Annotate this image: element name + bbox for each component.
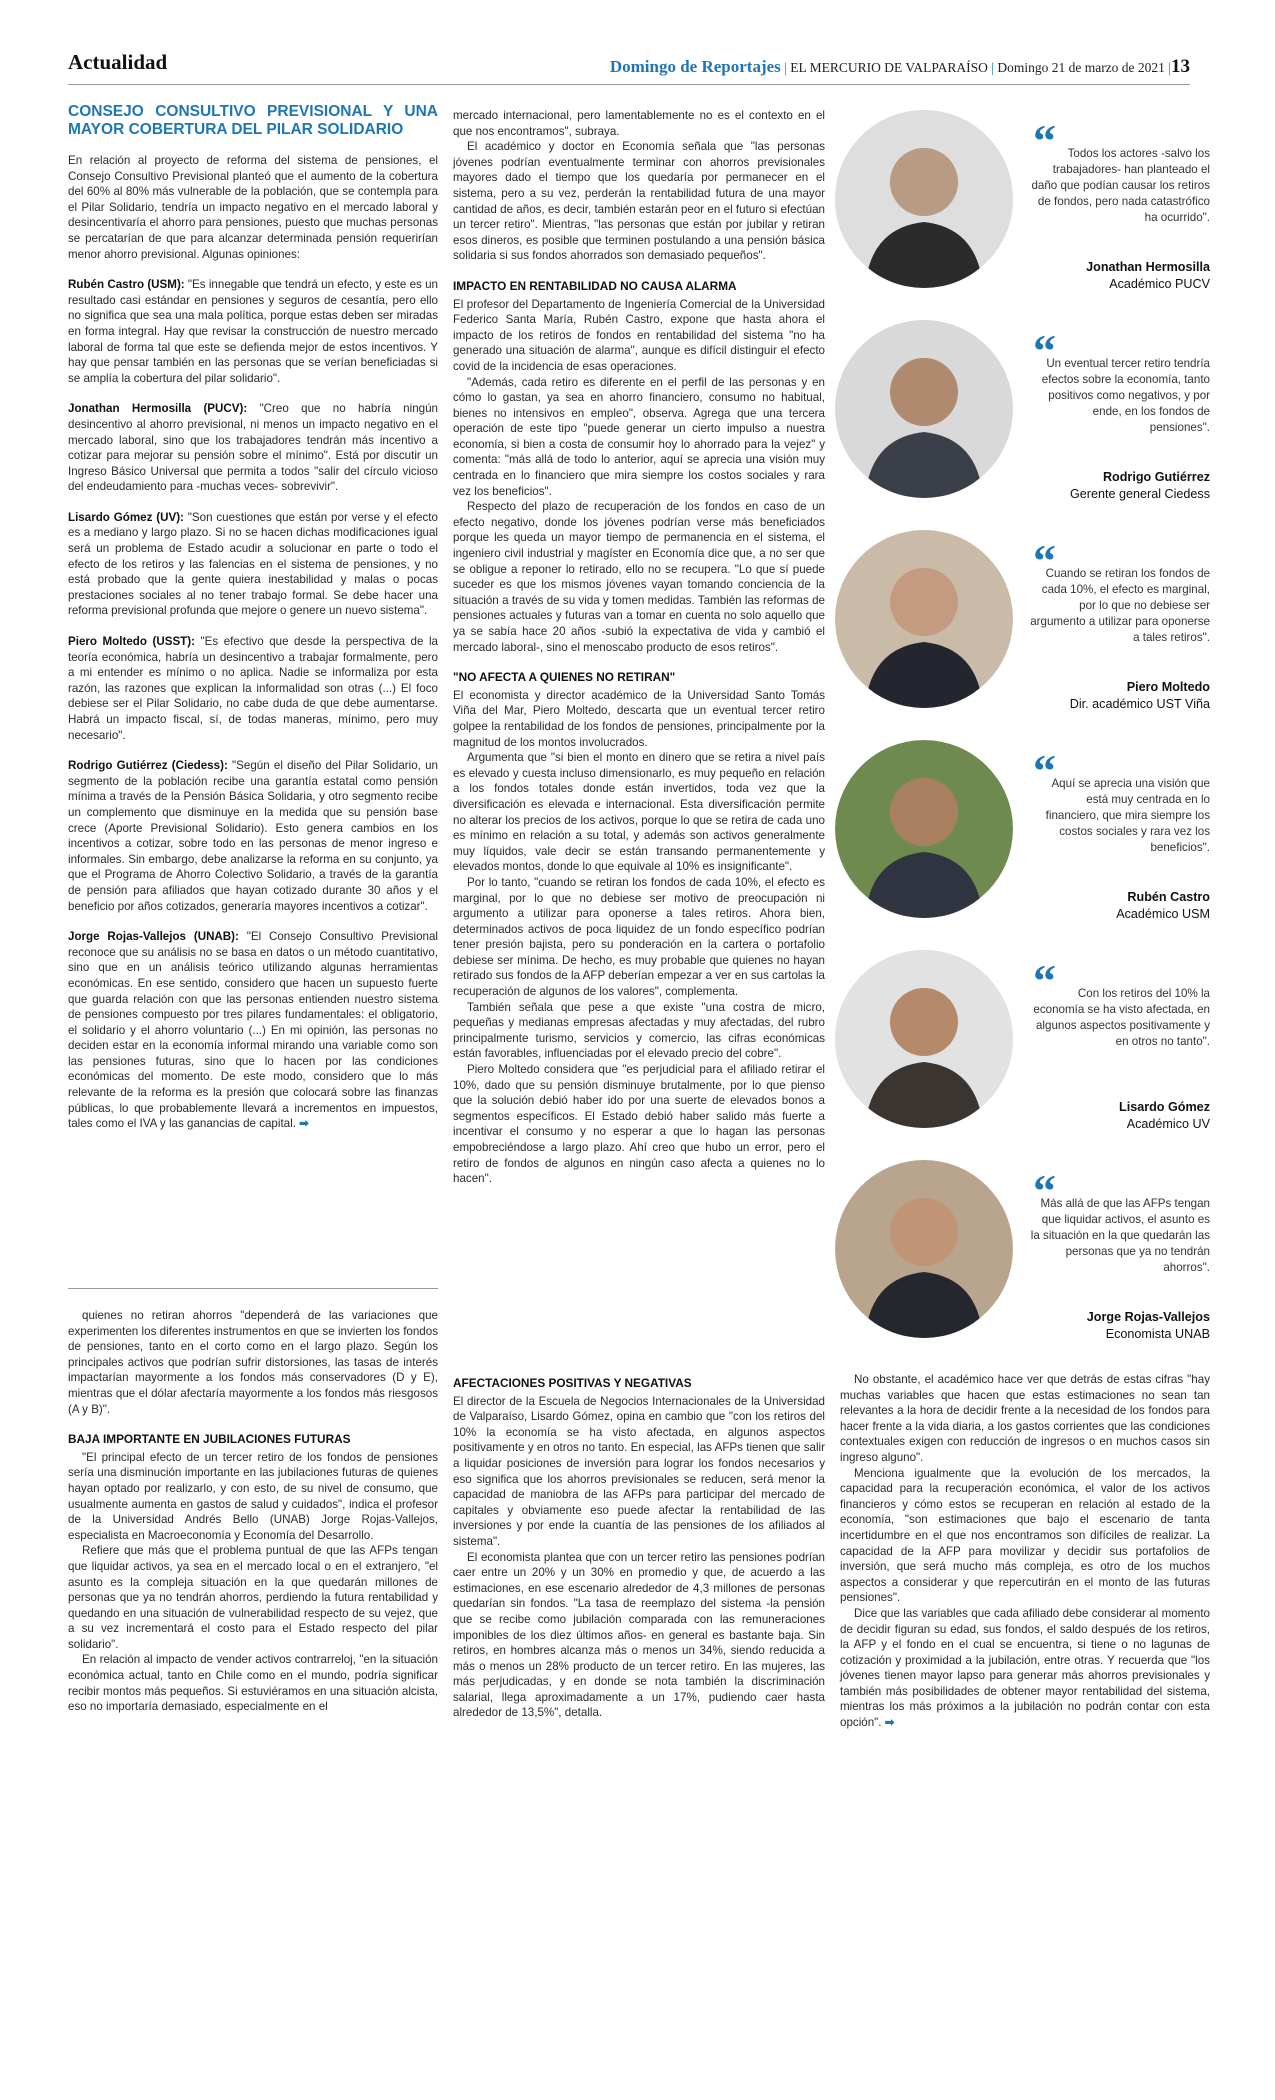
box-divider — [68, 1288, 438, 1289]
quote-text: Aquí se aprecia una visión que está muy centrada en lo financiero, que mira siempre los costos sociales y rara vez los beneficios". — [1045, 777, 1210, 854]
quote-author: Piero Moltedo — [1126, 680, 1210, 694]
pull-quote — [835, 320, 1210, 520]
pull-quote — [835, 740, 1210, 940]
page-number: 13 — [1171, 56, 1190, 77]
quote-author: Rodrigo Gutiérrez — [1102, 470, 1210, 484]
quote-text: Más allá de que las AFPs tengan que liquidar activos, el asunto es la situación en la que quedarán las personas que ya no tendrán ahorros". — [1030, 1197, 1210, 1274]
opinion-text: "Creo que no habría ningún desincentivo al ahorro previsional, ni menos un impacto negativo en el mercado laboral, sino que los trabajadores tendrán más incentivo a cotizar para mejorar su pensión sobre el mínimo". Está por discutir un Ingreso Básico Universal que permita a todos "salir del círculo vicioso del endeudamiento para -muchas veces- sobrevivir". — [68, 402, 438, 494]
opinion-text: "Es innegable que tendrá un efecto, y este es un resultado casi estándar en pensiones y seguros de cesantía, pero ello no significa que sea una mala política, porque estas deben ser miradas en forma integral. Hay que revisar la construcción de nuestro mercado laboral de forma tal que este se defienda mejor de estos incentivos. Y hay que pensar también en las personas que se verían beneficiadas si se amplía la cobertura del pilar solidario". — [68, 278, 438, 385]
quote-mark-icon: “ — [1033, 1165, 1056, 1216]
quote-role: Gerente general Ciedess — [1069, 487, 1210, 501]
opinion-paragraph — [68, 634, 438, 743]
opinion-author: Piero Moltedo (USST): — [68, 635, 195, 649]
quote-author: Jonathan Hermosilla — [1086, 260, 1210, 274]
opinion-author: Lisardo Gómez (UV): — [68, 510, 184, 524]
body-paragraph: El economista plantea que con un tercer retiro las pensiones podrían caer entre un 20% y un 30% en promedio y que, de acuerdo a las estimaciones, en ese escenario alrededor de 4,3 millones de personas quedarían sin fondos. "La tasa de reemplazo del sistema -la pensión que se recibe como jubilación comparada con las remuneraciones imponibles de los diez últimos años- en general es bastante baja. Sin retiros, en hombres alcanza más o menos un 34%, siendo reducida a más o menos un 28% producto de un tercer retiro. En las mujeres, las más perjudicadas, y en donde se nota también la discriminación salarial, llega aproximadamente a un 17%, pudiendo caer hasta alrededor de 13,5%", detalla. — [453, 1550, 825, 1720]
body-paragraph: En relación al impacto de vender activos contrarreloj, "en la situación económica actual, tanto en Chile como en el mundo, podría significar recibir montos más pequeños. Si estuviéramos en una situación alcista, eso no importaría demasiado, especialmente en el — [68, 1653, 438, 1714]
opinion-author: Jorge Rojas-Vallejos (UNAB): — [68, 930, 239, 944]
body-paragraph: También señala que pese a que existe "una costra de micro, pequeñas y medianas empresas afectadas y muy afectadas, del rubro principalmente turismo, servicios y comercio, las cifras económicas están favorables, influenciadas por el elevado precio del cobre". — [453, 1000, 825, 1061]
pull-quote — [835, 1160, 1210, 1360]
opinion-text: "Según el diseño del Pilar Solidario, un segmento de la población recibe una garantía estatal como pensión mínima a través de la Pensión Básica Solidaria, y otro segmento recibe un complemento que disminuye en la medida que su pensión base crece (Aporte Previsional Solidario). Esto genera cambios en los incentivos a cotizar, sobre todo en las personas de menor ingreso e informales. Sin embargo, debe analizarse la reforma en su conjunto, ya que el Programa de Ahorro Colectivo Solidario, a través de la garantía de pensión para afiliados que hayan cotizado durante 30 años y el beneficio por años cotizados, generaría mayores incentivos a cotizar". — [68, 759, 438, 913]
portrait-icon — [835, 110, 1013, 288]
opinion-paragraph — [68, 758, 438, 914]
pull-quote — [835, 950, 1210, 1150]
subheading: IMPACTO EN RENTABILIDAD NO CAUSA ALARMA — [453, 278, 737, 293]
quote-role: Economista UNAB — [1105, 1327, 1210, 1341]
sidebar-box — [68, 103, 438, 1132]
subheading: AFECTACIONES POSITIVAS Y NEGATIVAS — [453, 1376, 692, 1390]
masthead-separator: | — [1168, 60, 1171, 75]
portrait-icon — [835, 740, 1013, 918]
issue-date: Domingo 21 de marzo de 2021 — [997, 60, 1165, 75]
body-paragraph: Por lo tanto, "cuando se retiran los fondos de cada 10%, el efecto es marginal, por lo que no debiese ser motivo de preocupación ni argumento a utilizar para oponerse a tales retiros. Ahora bien, determinados activos de poca liquidez de un fondo específico podrían tener presión bajista, pero su ponderación en la cartera o portafolio debiese ser mínima. De hecho, es muy probable que quienes no hayan retirado sus fondos de la AFP deberían empezar a ver en sus cartolas la recuperación de algunos de los valores", complementa. — [453, 875, 825, 999]
body-paragraph: quienes no retiran ahorros "dependerá de las variaciones que experimenten los diferentes instrumentos en que se invierten los fondos de pensiones, tanto en el corto como en el largo plazo. Según los principales activos que podrían sufrir distorsiones, las tasas de interés impactarían mayormente a los fondos más conservadores (D y E), mientras que el dólar afectaría mayormente a los fondos más riesgosos (A y B)". — [68, 1309, 438, 1416]
body-paragraph: Argumenta que "si bien el monto en dinero que se retira a nivel país es elevado y cuesta incluso dimensionarlo, es muy pequeño en relación a los fondos totales donde están invertidos, toda vez que la diversificación es elevada e internacional. Esta diversificación permite no alterar los precios de los activos, porque lo que se retira de cada uno es mínimo en relación a su total, y además son activos generalmente muy líquidos, vale decir se están transando permanentemente y elevados montos, donde lo que equivale al 10% es insignificante". — [453, 751, 825, 874]
body-paragraph: Respecto del plazo de recuperación de los fondos en caso de un efecto negativo, donde los jóvenes podrían verse más beneficiados porque les queda un mayor tiempo de permanencia en el sistema, el ingeniero civil industrial y magíster en Economía dice que, a no ser que se obligue a reponer lo retirado, ello no se recupera. "Lo que sí puede suceder es que los mismos jóvenes vayan tomando conciencia de la situación a través de su vida y tomen medidas. También las reformas de pensiones actuales y futuras van a tomar en cuenta no solo aquello que ya se sabía hace 20 años -subió la expectativa de vida y cambió el mercado laboral-, sino el menoscabo producto de esos retiros". — [453, 500, 825, 654]
opinion-paragraph — [68, 277, 438, 386]
body-paragraph: Menciona igualmente que la evolución de los mercados, la capacidad para la recuperación económica, el valor de los activos financieros y cómo estos se recuperan en relación al estado de la economía, "son estimaciones que bajo el escenario de tanta incertidumbre en el que nos encontramos son difíciles de realizar. La capacidad de la AFP para movilizar y decidir sus portafolios de inversión, que será mucho más compleja, es otro de los muchos aspectos a considerar y que repercutirán en el monto de las futuras pensiones". — [840, 1466, 1210, 1605]
quote-role: Académico UV — [1126, 1117, 1210, 1131]
masthead — [610, 56, 1190, 78]
portrait-icon — [835, 530, 1013, 708]
continue-arrow-icon: ➡ — [884, 1716, 895, 1730]
section-title: Actualidad — [68, 50, 168, 74]
opinion-paragraph — [68, 401, 438, 495]
continue-arrow-icon: ➡ — [299, 1117, 309, 1131]
quote-role: Académico PUCV — [1109, 277, 1210, 291]
body-paragraph: "El principal efecto de un tercer retiro de los fondos de pensiones sería una disminución importante en las jubilaciones futuras de quienes hayan optado por realizarlo, y con esto, de su nivel de consumo, que usualmente aumenta en gastos de salud y cuidados", indica el profesor de la Universidad Andrés Bello (UNAB) Jorge Rojas-Vallejos, especialista en Macroeconomía y Economía del Desarrollo. — [68, 1450, 438, 1542]
opinion-text: "Es efectivo que desde la perspectiva de la teoría económica, habría un desincentivo a trabajar formalmente, pero a mi entender es mínimo o no aplica. Nadie se informaliza por esta razón, las razones que explican la informalidad son otras (...) El foco debiese ser el Pilar Solidario, no cabe duda de que debe aumentarse. Habrá un impacto fiscal, sí, de todas maneras, mínimo, pero muy necesario". — [68, 635, 438, 742]
body-paragraph: El profesor del Departamento de Ingeniería Comercial de la Universidad Federico Santa María, Rubén Castro, expone que hasta ahora el impacto de los retiros de fondos en rentabilidad del sistema "no ha generado una situación de alarma", aunque es difícil distinguir el efecto covid de la incidencia de esas operaciones. — [453, 297, 825, 373]
column-2 — [453, 108, 825, 1187]
quote-text: Todos los actores -salvo los trabajadores- han planteado el daño que podían causar los retiros de fondos, pero nada catastrófico ha ocurrido". — [1031, 147, 1210, 224]
column-3-continued — [840, 1372, 1210, 1731]
box-title: CONSEJO CONSULTIVO PREVISIONAL Y UNA MAYOR COBERTURA DEL PILAR SOLIDARIO — [68, 103, 438, 138]
body-paragraph: mercado internacional, pero lamentablemente no es el contexto en el que nos encontramos", subraya. — [453, 109, 825, 138]
opinion-text: "El Consejo Consultivo Previsional reconoce que su análisis no se basa en datos o un método cuantitativo, sino que en un análisis teórico utilizando algunas herramientas económicas. En ese sentido, considero que hacen un supuesto fuerte que guarda relación con que las personas entienden nuestro sistema de pensiones compuesto por tres pilares fundamentales: el obligatorio, el solidario y el ahorro voluntario (...) En mi opinión, las personas no deciden estar en la economía informal mirando una variable como son las pensiones futuras, sino que lo hacen por las condiciones económicas del momento. De este modo, considero que lo más relevante de la reforma es la presión que colocará sobre las finanzas públicas, lo que probablemente llevará a incrementos en impuestos, tales como el IVA y las ganancias de capital. — [68, 930, 438, 1131]
opinion-paragraph — [68, 929, 438, 1132]
paragraph-text: Dice que las variables que cada afiliado debe considerar al momento de decidir figuran su edad, sus fondos, el saldo después de los retiros, la AFP y el fondo en el cual se encuentra, si tiene o no lagunas de cotización y proximidad a la jubilación, entre otras. Y recuerda que "los jóvenes tienen mayor lapso para generar más ahorros previsionales y también más posibilidades de obtener mayor rentabilidad del sistema, mientras los más próximos a la jubilación no podrán contar con esta opción". — [840, 1606, 1210, 1730]
body-paragraph: Refiere que más que el problema puntual de que las AFPs tengan que liquidar activos, ya sea en el mercado local o en el extranjero, "el asunto es la compleja situación en la que quedarán millones de personas que ya no tendrán ahorros, perdiendo la futura rentabilidad y quedando en una situación de vulnerabilidad respecto de su vejez, que a su vez incrementará el costo para el Estado respecto del pilar solidario". — [68, 1544, 438, 1651]
opinion-author: Rubén Castro (USM): — [68, 278, 185, 292]
box-intro: En relación al proyecto de reforma del sistema de pensiones, el Consejo Consultivo Previsional planteó que el aumento de la cobertura del 60% al 80% más vulnerable de la población, que se contempla para el Pilar Solidario, tendría un impacto negativo en el mercado laboral y desincentivaría el ahorro para pensiones, puesto que muchas personas se percatarían de que para alcanzar determinada pensión requerirían menor ahorro previsional. Algunas opiniones: — [68, 154, 438, 261]
body-paragraph: El director de la Escuela de Negocios Internacionales de la Universidad de Valparaíso, Lisardo Gómez, opina en cambio que "con los retiros del 10% la economía se ha visto afectada, en algunos aspectos positivamente y en otros no tanto. En especial, las AFPs tienen que salir a liquidar posiciones de inversión para lograr los fondos necesarios y eso significa que los ahorros previsionales se reducen, será menor la capacidad de maniobra de las AFPs para participar del mercado de capitales y obviamente eso puede afectar la rentabilidad de las inversiones y por ende la cuantía de las pensiones de los afiliados al sistema". — [453, 1394, 825, 1548]
quote-author: Lisardo Gómez — [1119, 1100, 1210, 1114]
column-1-continued — [68, 1308, 438, 1715]
quote-role: Académico USM — [1116, 907, 1210, 921]
body-paragraph: "Además, cada retiro es diferente en el perfil de las personas y en cómo lo gastan, ya sea en ahorro financiero, consumo no habitual, bienes no intensivos en empleo", observa. Agrega que una tercera operación de este tipo "puede generar un cierto impulso a nuestra economía, si bien a costa de consumir hoy lo ahorrado para la vejez" y comenta: "más allá de todo lo anterior, aquí se aprecia una visión muy centrada en lo financiero que mira siempre los costos sociales y rara vez los beneficios". — [453, 375, 825, 498]
column-2-continued — [453, 1376, 825, 1721]
quote-mark-icon: “ — [1033, 955, 1056, 1006]
body-paragraph — [840, 1606, 1210, 1731]
quote-author: Jorge Rojas-Vallejos — [1086, 1310, 1210, 1324]
body-paragraph: Piero Moltedo considera que "es perjudicial para el afiliado retirar el 10%, dado que su pensión disminuye brutalmente, por lo que pienso que la solución debió haber ido por una suerte de elevados bonos a segmentos específicos. El Estado debió haber salido más fuerte a incentivar el consumo y no esperar a que lo hagan las personas empobreciéndose a largo plazo. Ahí creo que hubo un error, pero el retiro de fondos de algunos en ningún caso afecta a quienes no lo hacen". — [453, 1063, 825, 1186]
quote-author: Rubén Castro — [1127, 890, 1210, 904]
opinion-text: "Son cuestiones que están por verse y el efecto es a mediano y largo plazo. Si no se hacen dichas modificaciones igual será un problema de Estado acudir a solucionar en parte o todo el efecto de los retiros y las falencias en el sistema de pensiones, y no está probado que la gente quiera inestabilidad y malas o pocas prestaciones sociales al no tener trabajo formal. Se debe hacer una reforma previsional profunda que mejore o genere un nuevo sistema". — [68, 510, 438, 618]
pull-quote — [835, 110, 1210, 310]
subheading: BAJA IMPORTANTE EN JUBILACIONES FUTURAS — [68, 1432, 351, 1447]
pull-quote — [835, 530, 1210, 730]
portrait-icon — [835, 950, 1013, 1128]
quote-mark-icon: “ — [1033, 115, 1056, 166]
quote-mark-icon: “ — [1033, 325, 1056, 376]
portrait-icon — [835, 1160, 1013, 1338]
publication-name: Domingo de Reportajes — [609, 57, 781, 76]
newspaper-name: EL MERCURIO DE VALPARAÍSO — [790, 60, 988, 75]
quote-text: Con los retiros del 10% la economía se ha visto afectada, en algunos aspectos positivamente y en otros no tanto". — [1033, 987, 1210, 1048]
header-divider — [68, 84, 1190, 85]
opinion-paragraph — [68, 510, 438, 619]
quote-mark-icon: “ — [1033, 745, 1056, 796]
body-paragraph: El economista y director académico de la Universidad Santo Tomás Viña del Mar, Piero Moltedo, descarta que un eventual tercer retiro golpee la rentabilidad de los fondos de pensiones, principalmente por la magnitud de los montos involucrados. — [453, 688, 825, 749]
body-paragraph: El académico y doctor en Economía señala que "las personas jóvenes podrían eventualmente terminar con ahorros previsionales mayores dado el tiempo que los quedaría por permanecer en el sistema, pero a su vez, perderán la rentabilidad futura de una mayor cantidad de años, es decir, también estarán peor en el futuro si efectúan un tercer retiro". Mientras, "las personas que están por jubilar y retiran esos dineros, es posible que terminen postulando a una pensión básica solidaria si sus fondos ahorrados son demasiado pequeños". — [453, 140, 825, 263]
masthead-separator: | — [991, 60, 994, 75]
portrait-icon — [835, 320, 1013, 498]
opinion-author: Rodrigo Gutiérrez (Ciedess): — [68, 759, 228, 773]
body-paragraph: No obstante, el académico hace ver que detrás de estas cifras "hay muchas variables que hacen que estas estimaciones no sean tan relevantes a la hora de decidir frente a la necesidad de los fondos para hacer frente a la vida diaria, a los gastos corrientes que las condiciones contextuales exigen con reducción de ingresos o en muchos casos sin ingreso alguno". — [840, 1373, 1210, 1464]
quote-text: Cuando se retiran los fondos de cada 10%, el efecto es marginal, por lo que no debiese ser argumento a utilizar para oponerse a tales retiros". — [1030, 567, 1210, 644]
quote-text: Un eventual tercer retiro tendría efectos sobre la economía, tanto positivos como negativos, y por ende, en los fondos de pensiones". — [1041, 357, 1210, 434]
quote-mark-icon: “ — [1033, 535, 1056, 586]
opinion-author: Jonathan Hermosilla (PUCV): — [68, 402, 248, 416]
quote-role: Dir. académico UST Viña — [1069, 697, 1210, 711]
subheading: "NO AFECTA A QUIENES NO RETIRAN" — [453, 670, 676, 685]
masthead-separator: | — [784, 60, 787, 75]
